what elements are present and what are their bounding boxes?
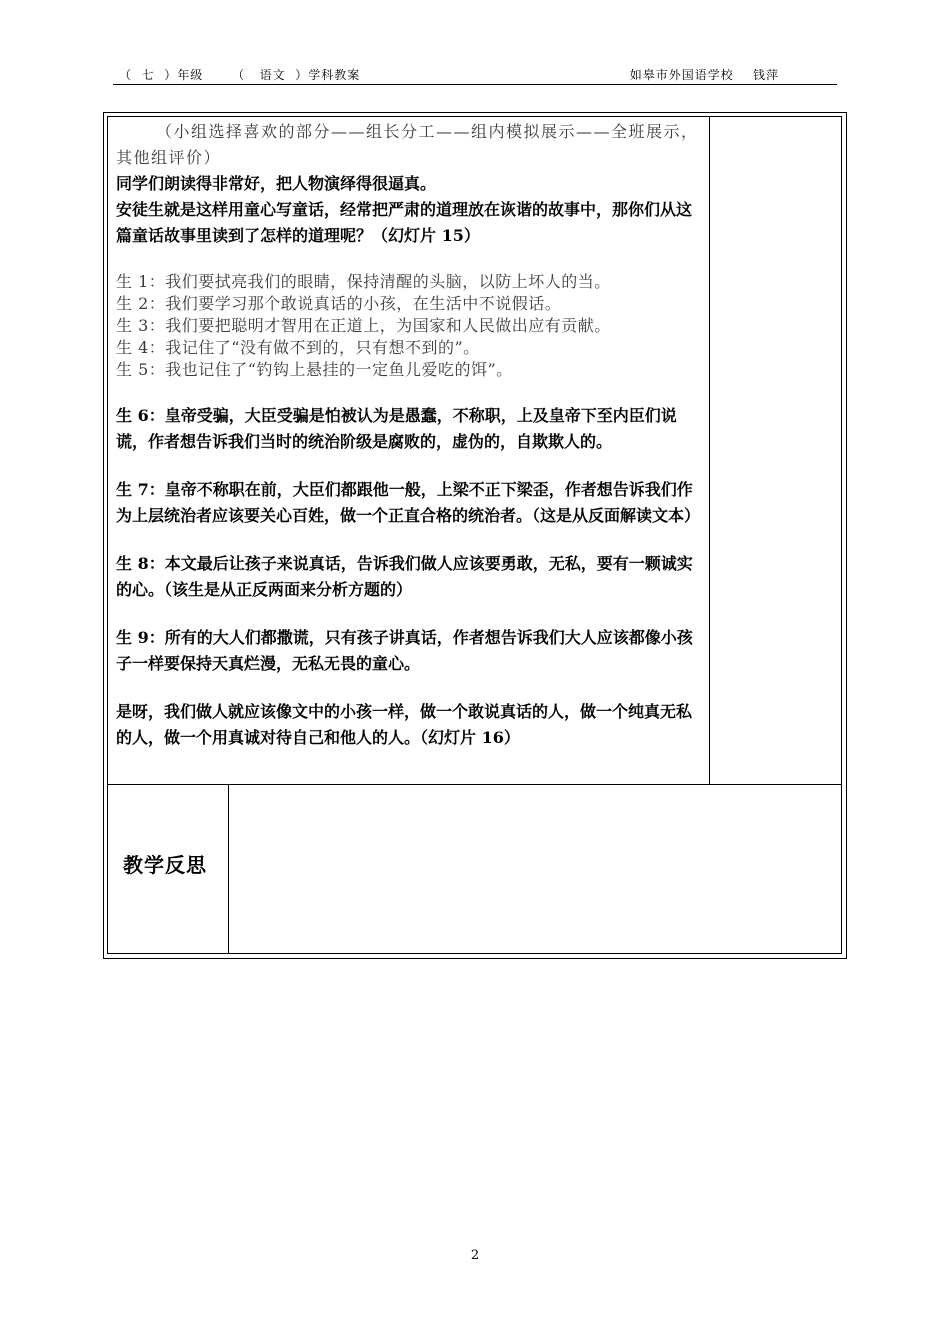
reflection-content-cell bbox=[229, 785, 842, 954]
reflection-label-cell bbox=[107, 785, 229, 954]
lesson-table bbox=[103, 112, 847, 959]
student-answer-6: 生 6：皇帝受骗，大臣受骗是怕被认为是愚蠢，不称职，上及皇帝下至内臣们说谎，作者想告诉我们当时的统治阶级是腐败的，虚伪的，自欺欺人的。 bbox=[116, 406, 677, 451]
student-answer-5: 生 5：我也记住了“钓钩上悬挂的一定鱼儿爱吃的饵”。 bbox=[116, 360, 513, 379]
student-answer-2: 生 2：我们要学习那个敢说真话的小孩，在生活中不说假话。 bbox=[116, 294, 562, 313]
header-grade-subject: （ 七 ）年级 （ 语文 ）学科教案 bbox=[119, 68, 361, 82]
lesson-content bbox=[116, 119, 702, 751]
lesson-content-cell bbox=[107, 116, 710, 785]
student-answer-8: 生 8：本文最后让孩子来说真话，告诉我们做人应该要勇敢，无私，要有一颗诚实的心。（该生是从正反两面来分析方题的） bbox=[116, 554, 693, 599]
student-answer-7: 生 7：皇帝不称职在前，大臣们都跟他一般，上梁不正下梁歪，作者想告诉我们作为上层统治者应该要关心百姓，做一个正直合格的统治者。（这是从反面解读文本） bbox=[116, 480, 701, 525]
reflection-label: 教学反思 bbox=[123, 853, 207, 877]
teacher-praise: 同学们朗读得非常好，把人物演绎得很逼真。 bbox=[116, 174, 437, 193]
page-header bbox=[113, 64, 837, 85]
page-number: 2 bbox=[470, 1248, 480, 1263]
teacher-conclusion: 是呀，我们做人就应该像文中的小孩一样，做一个敢说真话的人，做一个纯真无私的人，做一个用真诚对待自己和他人的人。（幻灯片 16） bbox=[116, 702, 693, 747]
teacher-question: 安徒生就是这样用童心写童话，经常把严肃的道理放在诙谐的故事中，那你们从这篇童话故事里读到了怎样的道理呢？（幻灯片 15） bbox=[116, 200, 693, 245]
group-activity-note: （小组选择喜欢的部分——组长分工——组内模拟展示——全班展示，其他组评价） bbox=[116, 122, 699, 167]
notes-column bbox=[710, 116, 842, 785]
student-answer-4: 生 4：我记住了“没有做不到的，只有想不到的”。 bbox=[116, 338, 480, 357]
student-answer-1: 生 1：我们要拭亮我们的眼睛，保持清醒的头脑，以防上坏人的当。 bbox=[116, 272, 611, 291]
header-school-teacher: 如皋市外国语学校 钱萍 bbox=[629, 68, 779, 82]
student-answer-3: 生 3：我们要把聪明才智用在正道上，为国家和人民做出应有贡献。 bbox=[116, 316, 611, 335]
student-answer-9: 生 9：所有的大人们都撒谎，只有孩子讲真话，作者想告诉我们大人应该都像小孩子一样要保持天真烂漫，无私无畏的童心。 bbox=[116, 628, 693, 673]
